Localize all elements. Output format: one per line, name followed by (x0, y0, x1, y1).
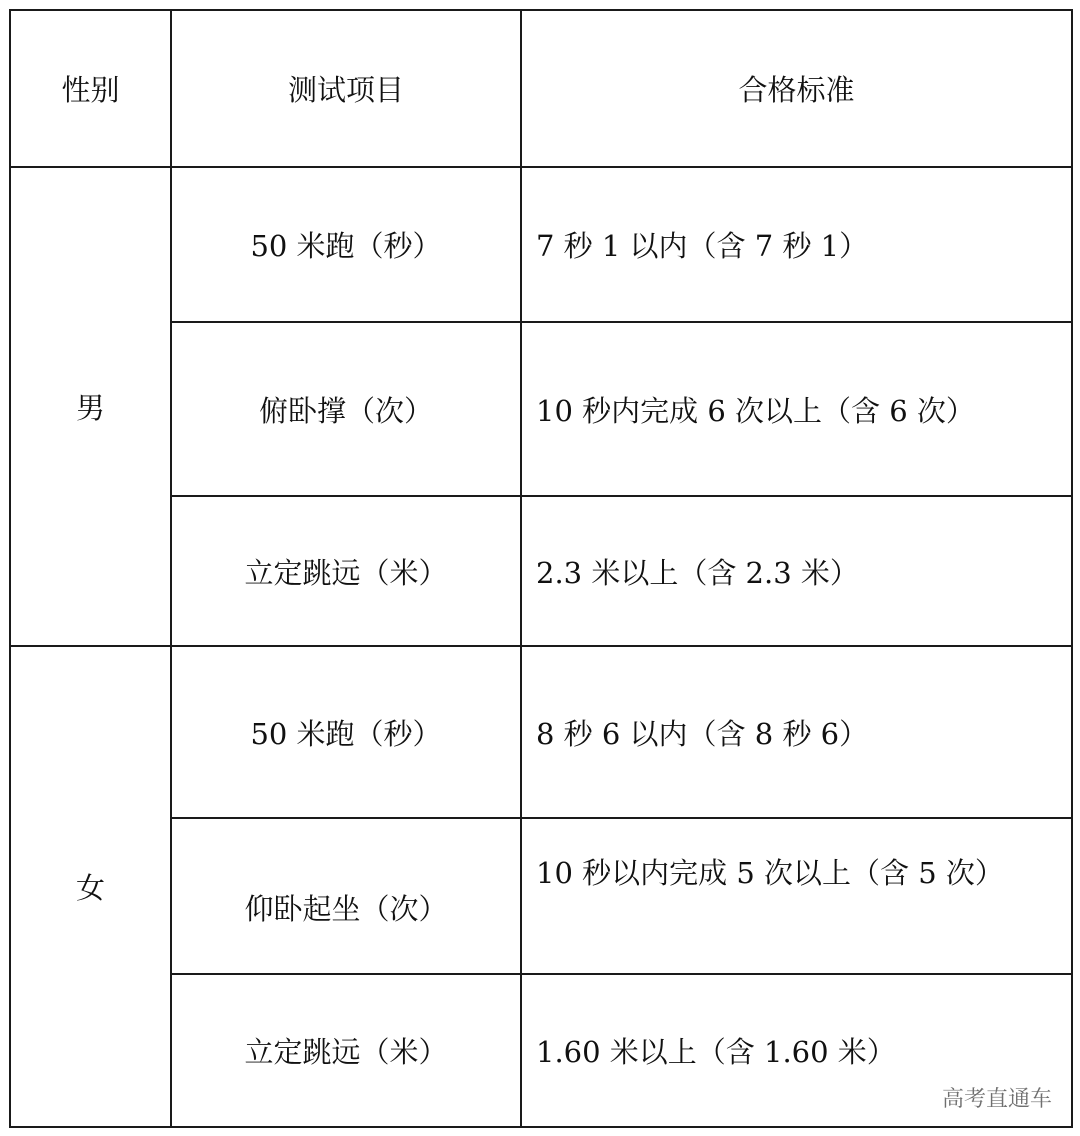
item-cell: 立定跳远（米） (171, 496, 521, 646)
header-gender: 性别 (10, 10, 171, 167)
gender-cell-female: 女 (10, 646, 171, 1127)
standard-cell: 1.60 米以上（含 1.60 米） (521, 974, 1072, 1127)
header-item: 测试项目 (171, 10, 521, 167)
header-row (10, 10, 1072, 167)
standard-cell: 8 秒 6 以内（含 8 秒 6） (521, 646, 1072, 818)
watermark-text: 高考直通车 (941, 1087, 1052, 1112)
item-cell: 仰卧起坐（次） (171, 818, 521, 974)
item-cell: 50 米跑（秒） (171, 167, 521, 322)
header-standard: 合格标准 (521, 10, 1072, 167)
standard-cell: 10 秒内完成 6 次以上（含 6 次） (521, 322, 1072, 496)
item-cell: 俯卧撑（次） (171, 322, 521, 496)
standard-cell: 7 秒 1 以内（含 7 秒 1） (521, 167, 1072, 322)
item-cell: 立定跳远（米） (171, 974, 521, 1127)
table-row (10, 646, 1072, 818)
standard-cell: 10 秒以内完成 5 次以上（含 5 次） (521, 818, 1072, 974)
item-cell: 50 米跑（秒） (171, 646, 521, 818)
gender-cell-male: 男 (10, 167, 171, 646)
standard-cell: 2.3 米以上（含 2.3 米） (521, 496, 1072, 646)
fitness-standards-table (9, 9, 1073, 1128)
table-row (10, 167, 1072, 322)
